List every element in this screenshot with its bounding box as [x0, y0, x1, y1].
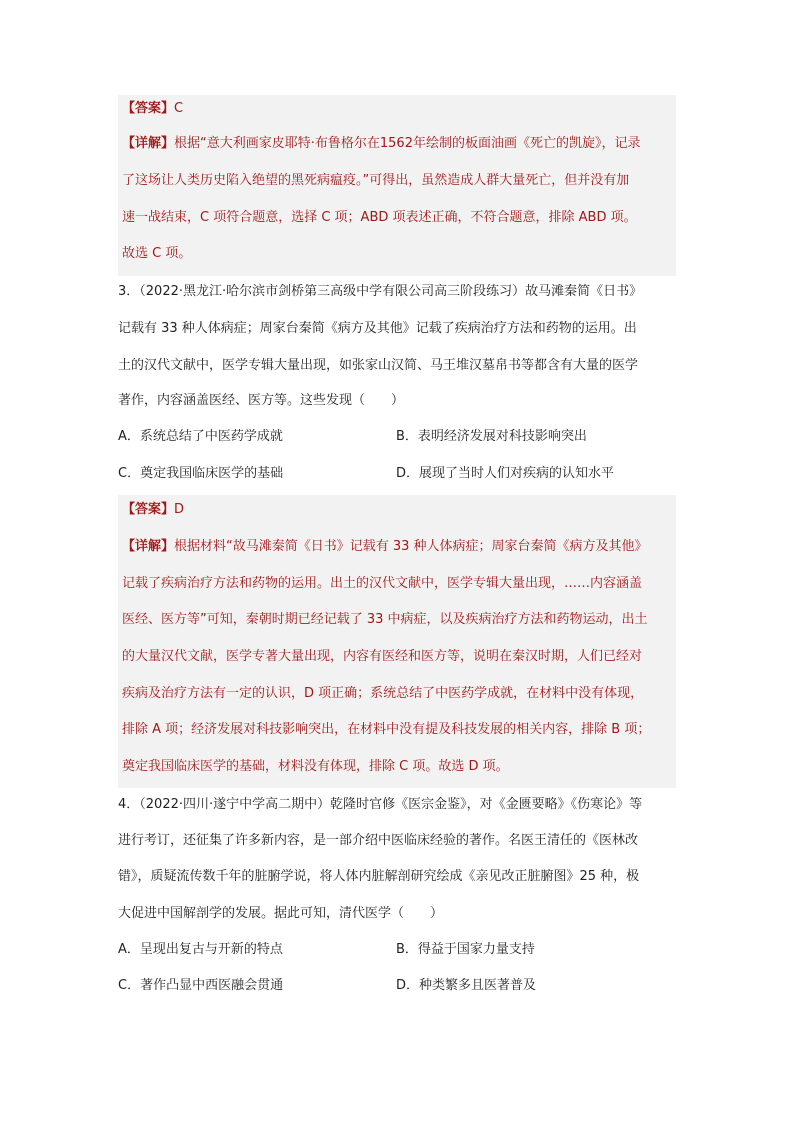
q3-detail-line-4: 的大量汉代文献，医学专著大量出现，内容有医经和医方等，说明在秦汉时期，人们已经对 — [122, 649, 643, 664]
q2-detail-line-3: 速一战结束，C 项符合题意，选择 C 项；ABD 项表述正确，不符合题意，排除 ABD 项。 — [122, 210, 637, 225]
detail-label: 【详解】 — [122, 539, 175, 554]
q3-option-c: C．奠定我国临床医学的基础 — [118, 466, 284, 481]
q3-stem-line-1: 3．（2022·黑龙江·哈尔滨市剑桥第三高级中学有限公司高三阶段练习）故马滩秦简《日书》 — [118, 284, 643, 299]
q4-stem-line-4: 大促进中国解剖学的发展。据此可知，清代医学（ ） — [118, 906, 444, 921]
answer-value: C — [174, 101, 184, 116]
detail-text: 根据材料“故马滩秦简《日书》记载有 33 种人体病症；周家台秦简《病方及其他》 — [174, 539, 648, 554]
q3-answer-line — [122, 501, 676, 519]
q2-detail-line-2: 了这场让人类历史陷入绝望的黑死病瘟疫。”可得出，虽然造成人群大量死亡，但并没有加 — [122, 173, 630, 188]
q3-stem-line-2: 记载有 33 种人体病症；周家台秦简《病方及其他》记载了疾病治疗方法和药物的运用。出 — [118, 321, 637, 336]
detail-text: 根据“意大利画家皮耶特·布鲁格尔在1562年绘制的板面油画《死亡的凯旋》，记录 — [174, 136, 641, 151]
q3-detail-line-3: 医经、医方等”可知，秦朝时期已经记载了 33 中病症，以及疾病治疗方法和药物运动，出土 — [122, 612, 648, 627]
q3-detail-line-5: 疾病及治疗方法有一定的认识，D 项正确；系统总结了中医药学成就，在材料中没有体现， — [122, 686, 644, 701]
q4-stem-line-1: 4．（2022·四川·遂宁中学高二期中）乾隆时官修《医宗金鉴》，对《金匮要略》《伤寒论》等 — [118, 797, 643, 812]
q2-detail-line-4: 故选 C 项。 — [122, 246, 192, 261]
q3-option-a: A．系统总结了中医药学成就 — [118, 429, 283, 444]
q4-option-b: B．得益于国家力量支持 — [396, 942, 535, 957]
q4-option-c: C．著作凸显中西医融会贯通 — [118, 978, 284, 993]
q3-answer-block — [118, 495, 676, 788]
answer-label: 【答案】 — [122, 101, 175, 116]
q3-detail-line-6: 排除 A 项；经济发展对科技影响突出，在材料中没有提及科技发展的相关内容，排除 B 项； — [122, 722, 651, 737]
q3-detail-line-2: 记载了疾病治疗方法和药物的运用。出土的汉代文献中，医学专辑大量出现，……内容涵盖 — [122, 576, 643, 591]
detail-label: 【详解】 — [122, 136, 175, 151]
answer-label: 【答案】 — [122, 502, 175, 517]
q3-option-d: D．展现了当时人们对疾病的认知水平 — [396, 466, 615, 481]
q4-option-a: A．呈现出复古与开新的特点 — [118, 942, 283, 957]
q3-option-b: B．表明经济发展对科技影响突出 — [396, 429, 587, 444]
q3-detail-line-7: 奠定我国临床医学的基础，材料没有体现，排除 C 项。故选 D 项。 — [122, 759, 509, 774]
q4-stem-line-2: 进行考订，还征集了许多新内容，是一部介绍中医临床经验的著作。名医王清任的《医林改 — [118, 833, 639, 848]
q4-option-d: D．种类繁多且医著普及 — [396, 978, 537, 993]
q3-stem-line-3: 土的汉代文献中，医学专辑大量出现，如张家山汉简、马王堆汉墓帛书等都含有大量的医学 — [118, 358, 639, 373]
q2-answer-block — [118, 95, 676, 276]
q3-stem-line-4: 著作，内容涵盖医经、医方等。这些发现（ ） — [118, 393, 405, 408]
q2-answer-line — [122, 100, 676, 118]
q3-detail-line-1 — [122, 538, 676, 556]
q4-stem-line-3: 错》，质疑流传数千年的脏腑学说，将人体内脏解剖研究绘成《亲见改正脏腑图》25 种，极 — [118, 869, 640, 884]
q2-detail-line-1 — [122, 135, 676, 153]
answer-value: D — [174, 502, 185, 517]
